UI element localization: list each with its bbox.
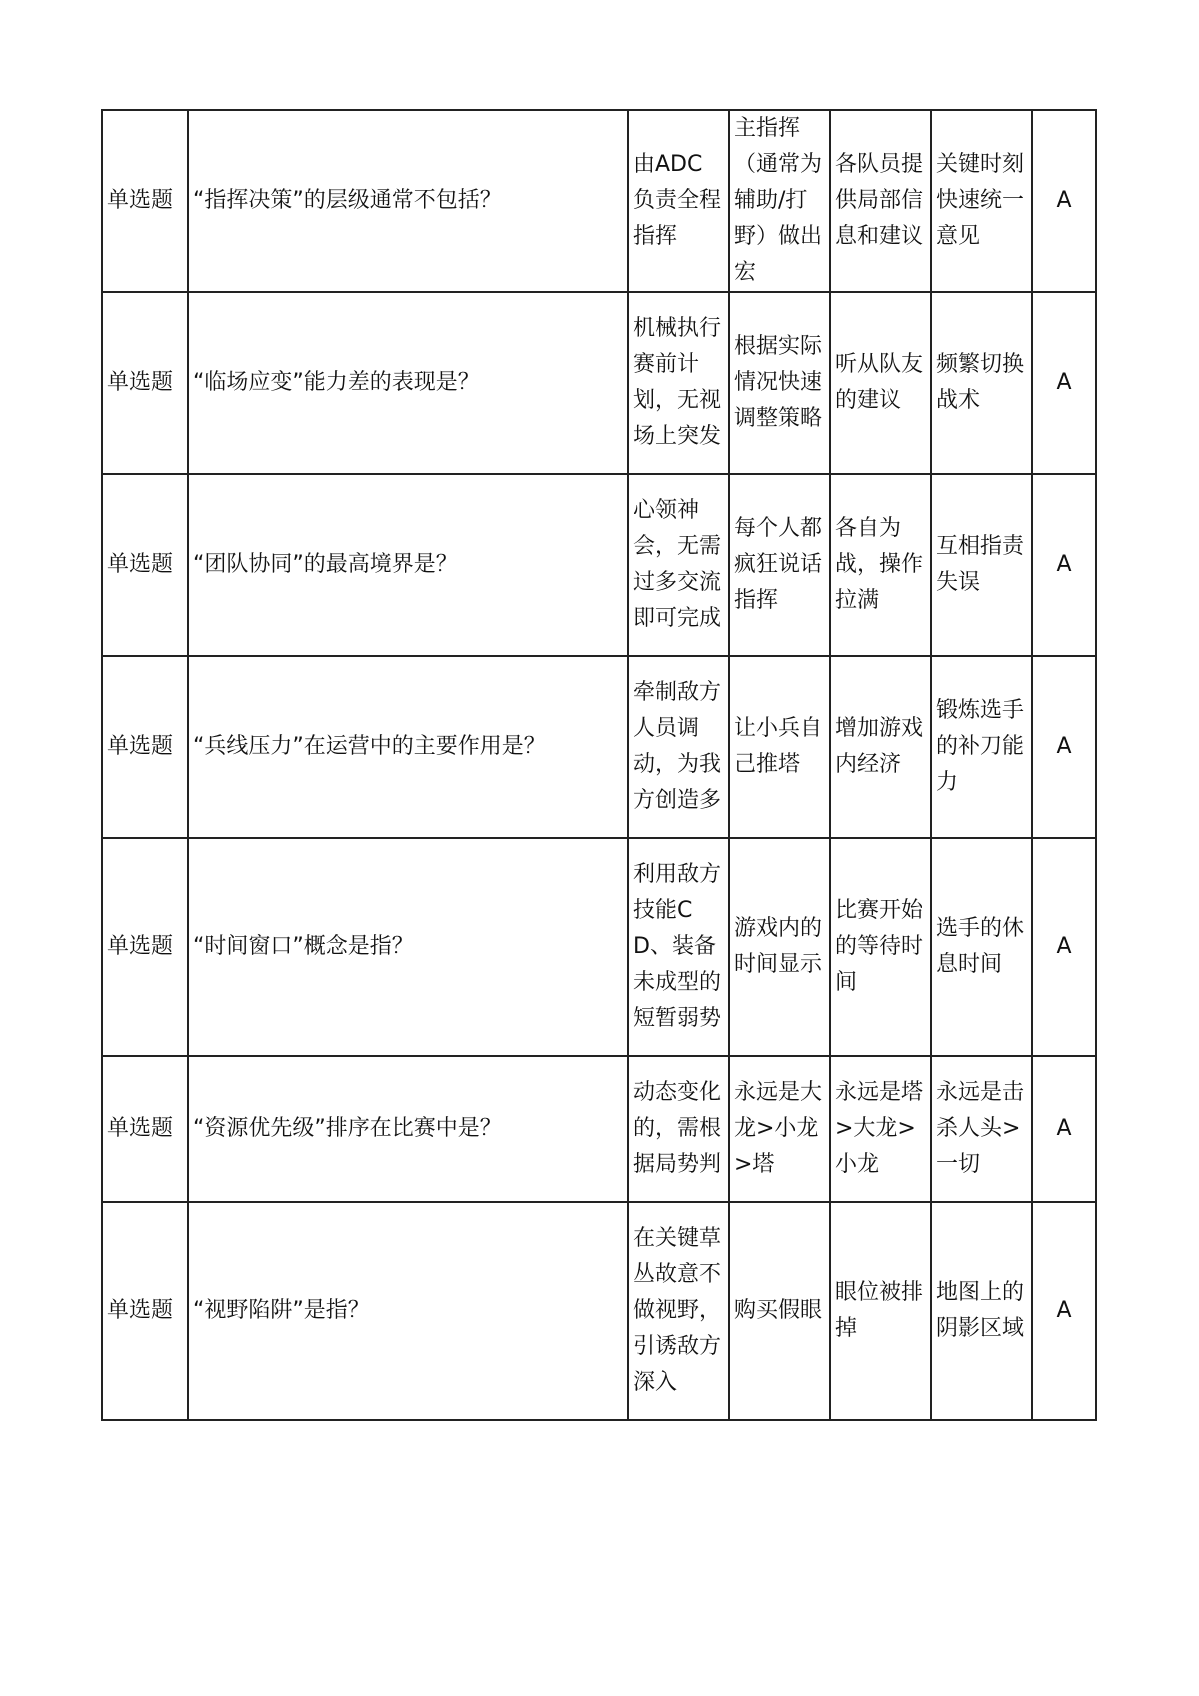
option-d	[931, 474, 1032, 656]
option-a-text: 心领神会，无需过多交流即可完成	[633, 498, 722, 631]
answer-cell: A	[1032, 110, 1096, 292]
table-row	[102, 110, 1096, 292]
question-type: 单选题	[102, 656, 188, 838]
answer-cell: A	[1032, 656, 1096, 838]
option-b-text: 根据实际情况快速调整策略	[734, 334, 823, 431]
question-text: “临场应变”能力差的表现是？	[188, 292, 628, 474]
option-c-text: 比赛开始的等待时间	[835, 898, 924, 995]
question-text: “兵线压力”在运营中的主要作用是？	[188, 656, 628, 838]
question-type: 单选题	[102, 292, 188, 474]
option-d	[931, 656, 1032, 838]
option-b	[729, 838, 830, 1056]
option-d-text: 互相指责失误	[936, 534, 1025, 595]
option-b	[729, 110, 830, 292]
option-b	[729, 1202, 830, 1420]
option-c	[830, 838, 931, 1056]
option-c	[830, 292, 931, 474]
option-d-text: 地图上的阴影区域	[936, 1280, 1025, 1341]
option-b-text: 游戏内的时间显示	[734, 916, 823, 977]
question-text: “时间窗口”概念是指？	[188, 838, 628, 1056]
table-row	[102, 656, 1096, 838]
option-d-text: 选手的休息时间	[936, 916, 1025, 977]
question-type: 单选题	[102, 1056, 188, 1202]
question-type: 单选题	[102, 838, 188, 1056]
table-row	[102, 1202, 1096, 1420]
question-type: 单选题	[102, 1202, 188, 1420]
answer-cell: A	[1032, 1056, 1096, 1202]
option-b	[729, 292, 830, 474]
option-c-text: 听从队友的建议	[835, 352, 924, 413]
option-b-text: 主指挥（通常为辅助/打野）做出宏	[734, 116, 823, 285]
option-a-text: 机械执行赛前计划，无视场上突发	[633, 316, 722, 449]
option-b-text: 每个人都疯狂说话指挥	[734, 516, 823, 613]
question-text: “资源优先级”排序在比赛中是？	[188, 1056, 628, 1202]
option-a	[628, 1202, 729, 1420]
option-c	[830, 474, 931, 656]
question-type: 单选题	[102, 110, 188, 292]
option-c-text: 增加游戏内经济	[835, 716, 924, 777]
question-type: 单选题	[102, 474, 188, 656]
answer-cell: A	[1032, 1202, 1096, 1420]
table-row	[102, 474, 1096, 656]
option-a	[628, 1056, 729, 1202]
option-b	[729, 656, 830, 838]
option-a	[628, 838, 729, 1056]
option-b-text: 让小兵自己推塔	[734, 716, 823, 777]
option-c	[830, 110, 931, 292]
option-d-text: 永远是击杀人头>一切	[936, 1080, 1025, 1177]
table-row	[102, 838, 1096, 1056]
option-a-text: 由ADC负责全程指挥	[633, 152, 722, 249]
question-text: “团队协同”的最高境界是？	[188, 474, 628, 656]
option-d-text: 频繁切换战术	[936, 352, 1025, 413]
option-a-text: 动态变化的，需根据局势判	[633, 1080, 722, 1177]
option-a	[628, 656, 729, 838]
option-c	[830, 656, 931, 838]
question-table	[101, 109, 1097, 1421]
answer-cell: A	[1032, 838, 1096, 1056]
option-a-text: 利用敌方技能CD、装备未成型的短暂弱势	[633, 862, 722, 1031]
option-a-text: 在关键草丛故意不做视野，引诱敌方深入	[633, 1226, 722, 1395]
question-text: “视野陷阱”是指？	[188, 1202, 628, 1420]
table-row	[102, 1056, 1096, 1202]
option-d-text: 锻炼选手的补刀能力	[936, 698, 1025, 795]
option-c-text: 永远是塔>大龙>小龙	[835, 1080, 924, 1177]
answer-cell: A	[1032, 474, 1096, 656]
option-d	[931, 292, 1032, 474]
option-a	[628, 292, 729, 474]
option-d-text: 关键时刻快速统一意见	[936, 152, 1025, 249]
option-c	[830, 1202, 931, 1420]
option-a-text: 牵制敌方人员调动，为我方创造多	[633, 680, 722, 813]
option-d	[931, 1202, 1032, 1420]
table-row	[102, 292, 1096, 474]
option-b	[729, 1056, 830, 1202]
option-d	[931, 110, 1032, 292]
option-b-text: 永远是大龙>小龙>塔	[734, 1080, 823, 1177]
option-b	[729, 474, 830, 656]
option-c	[830, 1056, 931, 1202]
option-b-text: 购买假眼	[734, 1298, 823, 1323]
option-c-text: 眼位被排掉	[835, 1280, 924, 1341]
option-d	[931, 1056, 1032, 1202]
option-a	[628, 474, 729, 656]
option-c-text: 各队员提供局部信息和建议	[835, 152, 924, 249]
answer-cell: A	[1032, 292, 1096, 474]
question-text: “指挥决策”的层级通常不包括？	[188, 110, 628, 292]
option-a	[628, 110, 729, 292]
option-c-text: 各自为战，操作拉满	[835, 516, 924, 613]
option-d	[931, 838, 1032, 1056]
